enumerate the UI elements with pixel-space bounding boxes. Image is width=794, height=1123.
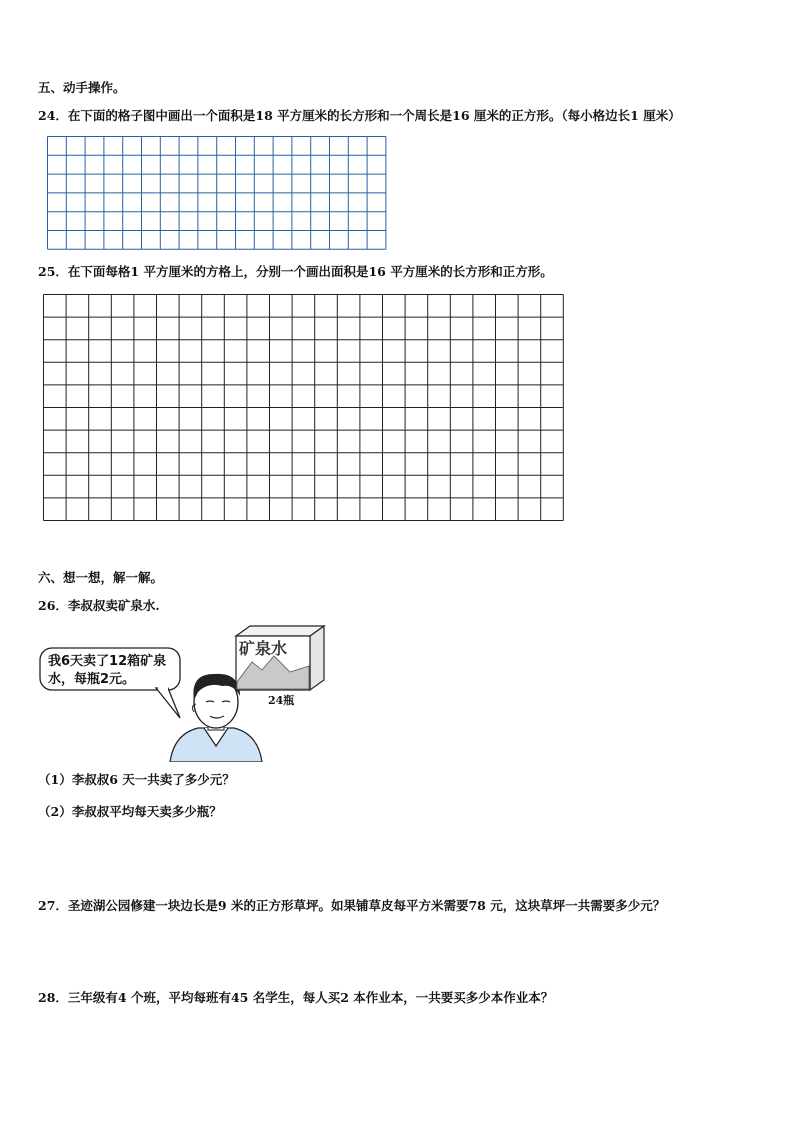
grid-24 [47,136,390,251]
question-28: 28．三年级有4 个班，平均每班有45 名学生，每人买2 本作业本，一共要买多少本作业本？ [38,990,554,1005]
bubble-line-1: 我6天卖了12箱矿泉 [48,654,167,669]
question-25: 25．在下面每格1 平方厘米的方格上，分别一个画出面积是16 平方厘米的长方形和正方形。 [38,264,553,279]
question-26: 26．李叔叔卖矿泉水. [38,598,160,613]
box-caption: 24瓶 [268,694,295,707]
section-5-heading: 五、动手操作。 [38,80,126,95]
bubble-line-2: 水，每瓶2元。 [48,672,136,687]
question-26-part-2: （2）李叔叔平均每天卖多少瓶？ [38,804,222,819]
section-6-heading: 六、想一想，解一解。 [38,570,164,585]
mineral-water-box [236,626,324,707]
grid-25 [43,294,568,524]
question-26-part-1: （1）李叔叔6 天一共卖了多少元？ [38,772,235,787]
question-24: 24．在下面的格子图中画出一个面积是18 平方厘米的长方形和一个周长是16 厘米的正方形。（每小格边长1 厘米） [38,108,681,123]
box-label: 矿泉水 [239,639,288,658]
mineral-water-illustration [38,622,338,762]
question-27: 27．圣迹湖公园修建一块边长是9 米的正方形草坪。如果铺草皮每平方米需要78 元，这块草坪一共需要多少元？ [38,898,666,913]
speech-bubble [40,648,180,718]
